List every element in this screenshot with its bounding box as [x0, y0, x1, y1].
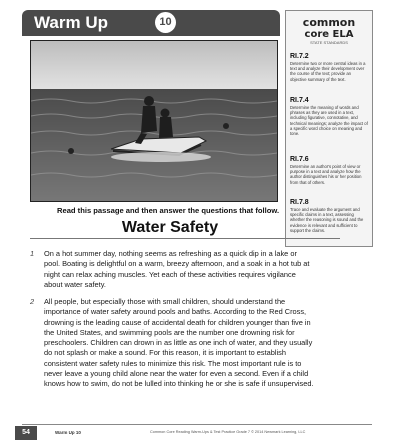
unit-number-badge: 10: [155, 12, 176, 33]
banner-title: Warm Up: [34, 13, 108, 32]
paragraph-number: 1: [30, 249, 35, 258]
passage-title: Water Safety: [121, 219, 219, 236]
standard-description: Determine an author's point of view or purpose in a text and analyze how the author distinguishes his or her position from that of others.: [290, 164, 362, 185]
standard-item: [290, 53, 368, 82]
warm-up-banner: [22, 10, 280, 36]
footer-divider: [22, 424, 372, 425]
paragraph-number: 2: [30, 297, 35, 306]
standard-description: Determine the meaning of words and phrases as they are used in a text, including figurative, connotative, and technical meanings; analyze the impact of a specific word choice on meaning and tone.: [290, 105, 368, 137]
standard-code: RI.7.2: [290, 53, 309, 60]
page-number-badge: 54: [15, 426, 37, 440]
paragraph-text: On a hot summer day, nothing seems as refreshing as a quick dip in a lake or pool. Boating is delightful on a warm, breezy afternoon, and a soak in a hot tub at night can relax aching muscles. Yet each of these activities requires vigilance about water safety.: [44, 249, 310, 289]
standard-item: [290, 97, 368, 136]
footer-label: Warm Up 10: [55, 430, 81, 435]
standard-code: RI.7.8: [290, 199, 309, 206]
jet-ski-photo: [30, 40, 278, 202]
instructions: Read this passage and then answer the questions that follow.: [57, 206, 280, 215]
logo-line1: common: [302, 16, 356, 29]
photo-illustration: [31, 41, 277, 201]
logo-tagline: STATE STANDARDS: [310, 40, 348, 45]
common-core-logo: [286, 13, 372, 49]
paragraph-text: All people, but especially those with small children, should understand the importance of water safety around pools and baths. According to the Red Cross, drowning is the leading cause of accidental death for children younger than five in the United States, and swimming pools are the number one drowning risk for preschoolers. Children can drown in as little as one inch of water, and they usually do not splash or make a sound. For this reason, it is important to establish consistent water safety rules to minimize this risk. The most important rule is to never leave a young child alone near the water for even a second. Even if a child knows how to swim, do not be lulled into thinking he or she is safe if unsupervised.: [44, 297, 314, 389]
standard-item: [290, 156, 368, 185]
title-divider: [30, 238, 340, 239]
footer-credit: Common Core Reading Warm-Ups & Test Practice Grade 7 © 2014 Newmark Learning, LLC: [150, 430, 306, 434]
standard-code: RI.7.6: [290, 156, 309, 163]
sky: [31, 41, 277, 89]
logo-line2: core ELA: [304, 29, 354, 40]
standard-description: Determine two or more central ideas in a text and analyze their development over the course of the text; provide an objective summary of the text.: [290, 61, 366, 82]
standard-code: RI.7.4: [290, 97, 309, 104]
standards-sidebar: [285, 10, 373, 247]
standard-description: Trace and evaluate the argument and specific claims in a text, assessing whether the reasoning is sound and the evidence is relevant and sufficient to support the claims.: [290, 207, 364, 233]
